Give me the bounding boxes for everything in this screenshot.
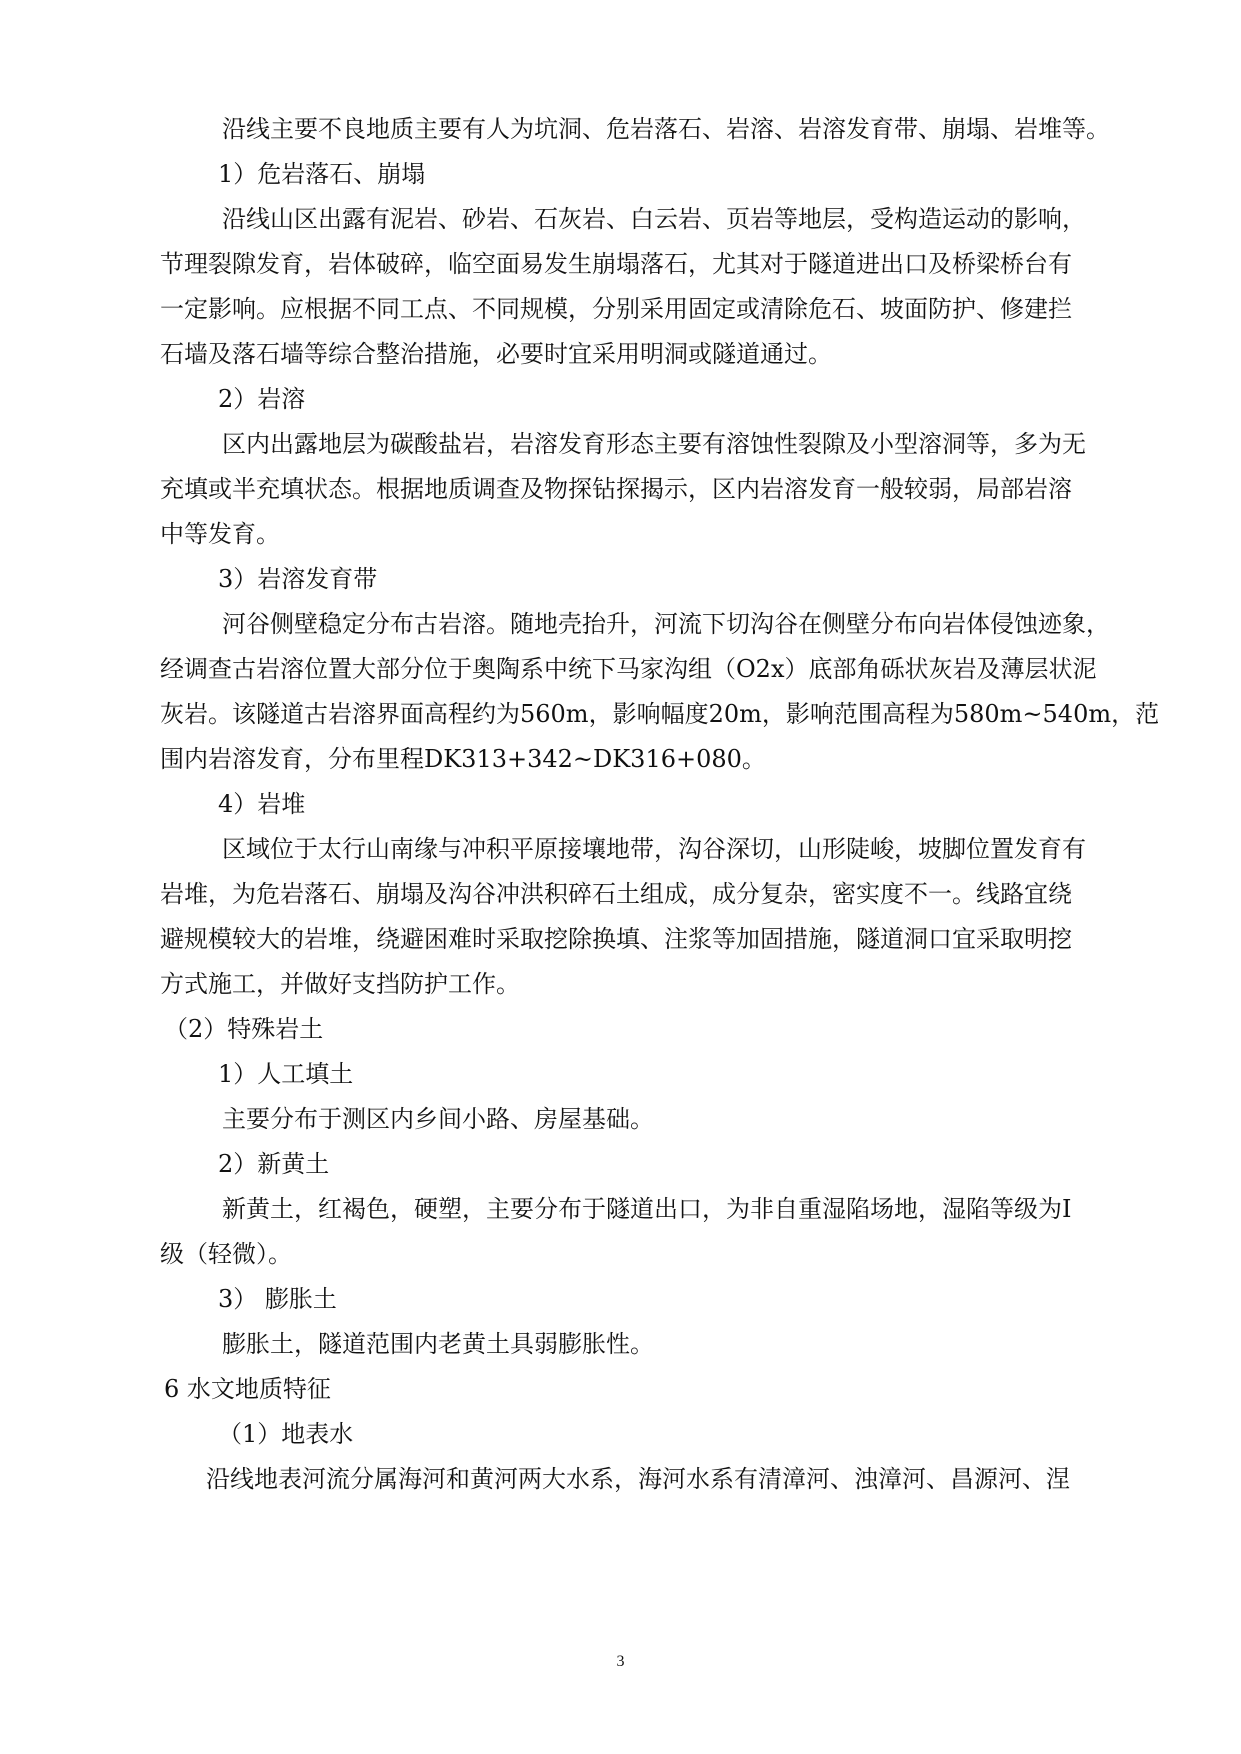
paragraph-line: 沿线主要不良地质主要有人为坑洞、危岩落石、岩溶、岩溶发育带、崩塌、岩堆等。 (222, 115, 1110, 143)
paragraph-line: 新黄土，红褐色，硬塑，主要分布于隧道出口，为非自重湿陷场地，湿陷等级为Ⅰ (222, 1195, 1072, 1223)
paragraph-line: 中等发育。 (160, 520, 280, 548)
section-heading: 1）人工填土 (218, 1060, 354, 1088)
section-heading: 3） 膨胀土 (218, 1285, 337, 1313)
paragraph-line: 充填或半充填状态。根据地质调查及物探钻探揭示，区内岩溶发育一般较弱，局部岩溶 (160, 475, 1072, 503)
paragraph-line: 沿线地表河流分属海河和黄河两大水系，海河水系有清漳河、浊漳河、昌源河、涅 (206, 1465, 1070, 1493)
page-number: 3 (616, 1653, 625, 1670)
section-heading: 2）新黄土 (218, 1150, 330, 1178)
paragraph-line: 河谷侧壁稳定分布古岩溶。随地壳抬升，河流下切沟谷在侧壁分布向岩体侵蚀迹象， (222, 610, 1110, 638)
paragraph-line: 区内出露地层为碳酸盐岩，岩溶发育形态主要有溶蚀性裂隙及小型溶洞等，多为无 (222, 430, 1086, 458)
paragraph-line: 沿线山区出露有泥岩、砂岩、石灰岩、白云岩、页岩等地层，受构造运动的影响， (222, 205, 1086, 233)
section-heading: （2）特殊岩土 (164, 1015, 324, 1043)
paragraph-line: 灰岩。该隧道古岩溶界面高程约为560m，影响幅度20m，影响范围高程为580m~540m，范 (160, 700, 1160, 728)
paragraph-line: 区域位于太行山南缘与冲积平原接壤地带，沟谷深切，山形陡峻，坡脚位置发育有 (222, 835, 1086, 863)
paragraph-line: 经调查古岩溶位置大部分位于奥陶系中统下马家沟组（O2x）底部角砾状灰岩及薄层状泥 (160, 655, 1097, 683)
section-heading: （1）地表水 (218, 1420, 354, 1448)
paragraph-line: 岩堆，为危岩落石、崩塌及沟谷冲洪积碎石土组成，成分复杂，密实度不一。线路宜绕 (160, 880, 1072, 908)
paragraph-line: 方式施工，并做好支挡防护工作。 (160, 970, 520, 998)
section-heading: 3）岩溶发育带 (218, 565, 378, 593)
section-heading: 2）岩溶 (218, 385, 306, 413)
paragraph-line: 级（轻微）。 (160, 1240, 292, 1268)
paragraph-line: 节理裂隙发育，岩体破碎，临空面易发生崩塌落石，尤其对于隧道进出口及桥梁桥台有 (160, 250, 1072, 278)
paragraph-line: 围内岩溶发育，分布里程DK313+342~DK316+080。 (160, 745, 766, 773)
paragraph-line: 主要分布于测区内乡间小路、房屋基础。 (222, 1105, 654, 1133)
paragraph-line: 石墙及落石墙等综合整治措施，必要时宜采用明洞或隧道通过。 (160, 340, 832, 368)
paragraph-line: 膨胀土，隧道范围内老黄土具弱膨胀性。 (222, 1330, 654, 1358)
section-heading: 4）岩堆 (218, 790, 306, 818)
section-heading: 1）危岩落石、崩塌 (218, 160, 426, 188)
paragraph-line: 一定影响。应根据不同工点、不同规模，分别采用固定或清除危石、坡面防护、修建拦 (160, 295, 1072, 323)
section-heading: 6 水文地质特征 (164, 1375, 331, 1403)
paragraph-line: 避规模较大的岩堆，绕避困难时采取挖除换填、注浆等加固措施，隧道洞口宜采取明挖 (160, 925, 1072, 953)
